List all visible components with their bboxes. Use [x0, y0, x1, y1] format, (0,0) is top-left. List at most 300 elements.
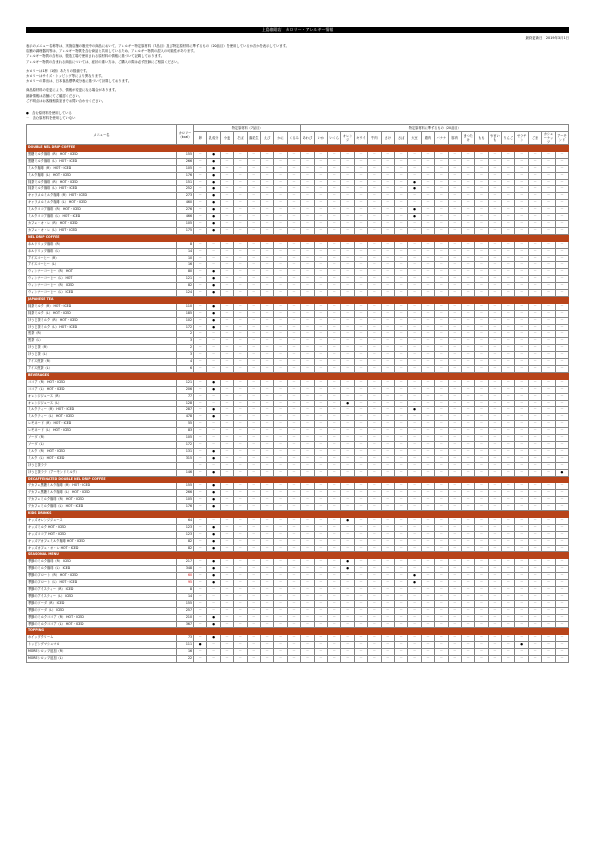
allergen-cell: ● [207, 614, 220, 621]
allergen-cell: － [341, 642, 354, 649]
kcal-value: 121 [177, 276, 194, 283]
allergen-cell: － [461, 255, 474, 262]
allergen-cell: ● [207, 179, 220, 186]
allergen-header: 卵 [194, 132, 207, 145]
allergen-cell: － [368, 379, 381, 386]
table-row [27, 290, 569, 297]
allergen-cell: － [394, 352, 407, 359]
allergen-cell: － [234, 435, 247, 442]
allergen-cell: － [194, 317, 207, 324]
allergen-cell: － [247, 220, 260, 227]
allergen-cell: － [287, 441, 300, 448]
allergen-cell: － [301, 538, 314, 545]
allergen-cell: － [435, 262, 448, 269]
allergen-cell: － [528, 310, 541, 317]
allergen-cell: － [381, 345, 394, 352]
allergen-cell: － [381, 538, 394, 545]
allergen-cell: － [301, 531, 314, 538]
kcal-value: 185 [177, 310, 194, 317]
allergen-cell: － [314, 469, 327, 476]
allergen-cell: － [247, 635, 260, 642]
allergen-cell: － [194, 393, 207, 400]
allergen-cell: － [448, 580, 461, 587]
allergen-cell: － [528, 393, 541, 400]
allergen-cell: － [274, 172, 287, 179]
allergen-cell: － [260, 635, 273, 642]
allergen-cell: － [461, 317, 474, 324]
allergen-cell: － [194, 193, 207, 200]
allergen-cell: － [314, 359, 327, 366]
allergen-cell: － [341, 580, 354, 587]
allergen-cell: － [461, 607, 474, 614]
allergen-cell: － [408, 587, 421, 594]
allergen-cell: － [341, 151, 354, 158]
allergen-cell: － [461, 303, 474, 310]
allergen-cell: － [502, 517, 515, 524]
allergen-cell: － [421, 255, 434, 262]
allergen-cell: － [260, 656, 273, 663]
allergen-cell: － [274, 379, 287, 386]
allergen-cell: － [194, 359, 207, 366]
allergen-cell: － [435, 227, 448, 234]
allergen-cell: － [368, 483, 381, 490]
table-row [27, 566, 569, 573]
menu-name: 季節のミルクココア（R） HOT・ICED [27, 614, 177, 621]
allergen-cell: － [408, 621, 421, 628]
allergen-cell: － [368, 545, 381, 552]
allergen-cell: － [528, 497, 541, 504]
allergen-cell: － [301, 483, 314, 490]
allergen-cell: － [435, 193, 448, 200]
allergen-cell: － [207, 400, 220, 407]
allergen-cell: － [301, 303, 314, 310]
allergen-cell: － [475, 262, 488, 269]
allergen-cell: － [528, 593, 541, 600]
allergen-cell: － [421, 379, 434, 386]
allergen-cell: － [475, 214, 488, 221]
allergen-cell: ● [207, 269, 220, 276]
allergen-cell: － [515, 317, 528, 324]
allergen-cell: － [528, 352, 541, 359]
section-label: BEVERAGES [27, 372, 569, 379]
allergen-cell: － [328, 428, 341, 435]
allergen-cell: － [341, 428, 354, 435]
allergen-cell: － [515, 393, 528, 400]
allergen-cell: － [475, 600, 488, 607]
allergen-cell: － [354, 186, 367, 193]
table-row [27, 359, 569, 366]
allergen-cell: － [448, 656, 461, 663]
allergen-cell: － [394, 642, 407, 649]
allergen-cell: － [274, 345, 287, 352]
allergen-cell: － [314, 207, 327, 214]
allergen-cell: － [448, 283, 461, 290]
allergen-cell: － [234, 600, 247, 607]
allergen-cell: － [314, 331, 327, 338]
allergen-cell: － [502, 614, 515, 621]
allergen-cell: － [260, 524, 273, 531]
allergen-cell: － [435, 414, 448, 421]
allergen-cell: － [354, 331, 367, 338]
allergen-cell: － [555, 386, 569, 393]
allergen-cell: － [421, 538, 434, 545]
allergen-cell: － [368, 428, 381, 435]
allergen-cell: － [421, 607, 434, 614]
allergen-cell: － [341, 414, 354, 421]
allergen-cell: － [542, 220, 555, 227]
allergen-header: ごま [528, 132, 541, 145]
allergen-cell: － [502, 393, 515, 400]
kcal-value: 55 [177, 421, 194, 428]
allergen-cell: － [461, 573, 474, 580]
allergen-cell: － [247, 517, 260, 524]
allergen-cell: － [234, 393, 247, 400]
allergen-cell: － [274, 621, 287, 628]
allergen-cell: － [394, 255, 407, 262]
allergen-cell: － [435, 283, 448, 290]
allergen-cell: － [328, 317, 341, 324]
allergen-cell: － [448, 483, 461, 490]
allergen-cell: － [247, 621, 260, 628]
allergen-cell: － [247, 559, 260, 566]
allergen-cell: － [381, 386, 394, 393]
allergen-cell: － [394, 621, 407, 628]
allergen-cell: － [287, 600, 300, 607]
allergen-cell: － [502, 158, 515, 165]
allergen-cell: － [475, 407, 488, 414]
allergen-cell: － [328, 386, 341, 393]
allergen-cell: － [502, 538, 515, 545]
allergen-cell: － [381, 462, 394, 469]
kcal-value: 82 [177, 538, 194, 545]
allergen-cell: － [542, 317, 555, 324]
table-row [27, 649, 569, 656]
kcal-value: 14 [177, 593, 194, 600]
allergen-cell: － [435, 158, 448, 165]
menu-name: ウィンナーコーヒー（R） ICED [27, 283, 177, 290]
allergen-cell: － [394, 158, 407, 165]
allergen-cell: － [287, 414, 300, 421]
menu-name: キッズオレンジジュース [27, 517, 177, 524]
allergen-cell: － [274, 600, 287, 607]
allergen-cell: － [555, 593, 569, 600]
allergen-cell: － [461, 435, 474, 442]
allergen-cell: － [354, 428, 367, 435]
table-row [27, 317, 569, 324]
allergen-cell: － [528, 642, 541, 649]
allergen-cell: － [461, 407, 474, 414]
allergen-cell: － [394, 600, 407, 607]
allergen-cell: － [354, 207, 367, 214]
allergen-cell: － [542, 283, 555, 290]
allergen-cell: － [247, 227, 260, 234]
allergen-table [26, 124, 569, 663]
allergen-cell: － [502, 248, 515, 255]
kcal-value: 2 [177, 331, 194, 338]
allergen-cell: － [502, 352, 515, 359]
allergen-cell: － [314, 276, 327, 283]
allergen-cell: － [381, 607, 394, 614]
allergen-cell: － [394, 545, 407, 552]
allergen-cell: － [488, 283, 501, 290]
allergen-cell: － [515, 151, 528, 158]
allergen-cell: － [314, 200, 327, 207]
allergen-cell: － [461, 517, 474, 524]
kcal-value: 60 [177, 573, 194, 580]
allergen-cell: － [421, 393, 434, 400]
allergen-cell: － [247, 269, 260, 276]
allergen-cell: － [488, 338, 501, 345]
allergen-header: バナナ [435, 132, 448, 145]
allergen-cell: － [247, 158, 260, 165]
allergen-cell: － [381, 317, 394, 324]
allergen-cell: － [260, 151, 273, 158]
allergen-cell: － [461, 469, 474, 476]
menu-name: ほうじ茶ラテ（アーモンドミルク） [27, 469, 177, 476]
allergen-cell: － [328, 227, 341, 234]
allergen-cell: － [194, 151, 207, 158]
allergen-cell: － [435, 248, 448, 255]
allergen-cell: － [542, 545, 555, 552]
allergen-cell: － [234, 345, 247, 352]
allergen-cell: － [461, 179, 474, 186]
allergen-cell: － [314, 607, 327, 614]
allergen-cell: － [247, 538, 260, 545]
allergen-cell: － [394, 241, 407, 248]
allergen-cell: － [408, 379, 421, 386]
allergen-cell: － [488, 151, 501, 158]
allergen-cell: － [502, 386, 515, 393]
allergen-cell: ● [207, 310, 220, 317]
allergen-cell: － [421, 151, 434, 158]
allergen-cell: － [408, 269, 421, 276]
allergen-cell: － [234, 310, 247, 317]
allergen-cell: － [515, 559, 528, 566]
allergen-cell: － [461, 441, 474, 448]
allergen-cell: － [515, 338, 528, 345]
allergen-cell: － [502, 483, 515, 490]
allergen-cell: － [528, 200, 541, 207]
allergen-cell: － [448, 414, 461, 421]
allergen-cell: － [502, 276, 515, 283]
allergen-cell: － [260, 621, 273, 628]
allergen-cell: － [408, 483, 421, 490]
kcal-value: 102 [177, 317, 194, 324]
table-row [27, 656, 569, 663]
allergen-cell: － [368, 414, 381, 421]
kcal-value: 110 [177, 303, 194, 310]
kcal-value: 2 [177, 345, 194, 352]
allergen-cell: － [461, 649, 474, 656]
allergen-cell: － [341, 441, 354, 448]
allergen-cell: － [488, 310, 501, 317]
allergen-cell: － [515, 490, 528, 497]
note-line: 店舗の調理器具等は、アレルギー物質を含む商品と共用しているため、アレルギー物質の混入の可能性があります。 [26, 49, 197, 54]
allergen-cell: － [354, 359, 367, 366]
allergen-cell: － [488, 179, 501, 186]
allergen-cell: － [301, 504, 314, 511]
kcal-value: 105 [177, 497, 194, 504]
allergen-cell: － [475, 345, 488, 352]
allergen-cell: － [194, 566, 207, 573]
allergen-cell: － [408, 324, 421, 331]
allergen-cell: － [542, 469, 555, 476]
allergen-cell: － [448, 649, 461, 656]
allergen-cell: － [542, 455, 555, 462]
allergen-cell: － [408, 400, 421, 407]
allergen-cell: － [515, 649, 528, 656]
allergen-cell: － [234, 379, 247, 386]
allergen-cell: － [435, 469, 448, 476]
allergen-cell: － [220, 276, 233, 283]
allergen-cell: － [475, 310, 488, 317]
allergen-cell: － [515, 504, 528, 511]
allergen-cell: － [207, 517, 220, 524]
allergen-cell: － [194, 352, 207, 359]
allergen-cell: － [488, 165, 501, 172]
allergen-cell: － [354, 379, 367, 386]
allergen-cell: － [328, 393, 341, 400]
allergen-cell: ● [408, 179, 421, 186]
allergen-cell: － [555, 614, 569, 621]
allergen-cell: － [194, 649, 207, 656]
allergen-cell: － [287, 338, 300, 345]
allergen-cell: － [394, 200, 407, 207]
allergen-cell: － [354, 214, 367, 221]
allergen-cell: － [515, 455, 528, 462]
allergen-cell: － [475, 290, 488, 297]
allergen-cell: － [341, 310, 354, 317]
allergen-cell: － [394, 483, 407, 490]
allergen-cell: － [220, 649, 233, 656]
allergen-cell: － [555, 566, 569, 573]
allergen-cell: － [448, 359, 461, 366]
allergen-cell: － [220, 421, 233, 428]
allergen-cell: ● [207, 317, 220, 324]
allergen-cell: － [381, 366, 394, 373]
allergen-cell: － [341, 600, 354, 607]
allergen-cell: － [354, 649, 367, 656]
allergen-cell: － [435, 151, 448, 158]
allergen-cell: － [555, 545, 569, 552]
kcal-value: 206 [177, 386, 194, 393]
table-row [27, 414, 569, 421]
allergen-cell: － [260, 220, 273, 227]
allergen-cell: － [448, 614, 461, 621]
allergen-cell: ● [207, 158, 220, 165]
allergen-cell: － [260, 421, 273, 428]
allergen-cell: － [194, 448, 207, 455]
allergen-cell: － [260, 649, 273, 656]
allergen-cell: － [220, 366, 233, 373]
allergen-cell: － [555, 214, 569, 221]
allergen-cell: － [354, 276, 367, 283]
allergen-cell: － [287, 559, 300, 566]
allergen-cell: － [287, 303, 300, 310]
allergen-cell: － [555, 352, 569, 359]
allergen-cell: － [542, 538, 555, 545]
allergen-cell: － [234, 158, 247, 165]
section-label: DOUBLE NEL DRIP COFFEE [27, 145, 569, 152]
allergen-cell: － [475, 317, 488, 324]
allergen-cell: － [408, 593, 421, 600]
allergen-cell: － [461, 366, 474, 373]
allergen-cell: － [328, 573, 341, 580]
allergen-cell: － [260, 338, 273, 345]
allergen-cell: － [207, 366, 220, 373]
allergen-cell: － [328, 538, 341, 545]
allergen-cell: － [220, 469, 233, 476]
allergen-cell: － [448, 435, 461, 442]
allergen-cell: － [301, 193, 314, 200]
allergen-cell: － [475, 559, 488, 566]
menu-name: 抹茶ミルク（L） HOT・ICED [27, 310, 177, 317]
allergen-cell: － [301, 158, 314, 165]
allergen-cell: － [368, 524, 381, 531]
allergen-cell: － [247, 366, 260, 373]
allergen-cell: － [381, 497, 394, 504]
allergen-cell: － [555, 573, 569, 580]
allergen-cell: － [475, 241, 488, 248]
allergen-cell: － [475, 593, 488, 600]
allergen-cell: － [220, 448, 233, 455]
menu-name: ミルク（R） HOT・ICED [27, 448, 177, 455]
allergen-cell: － [368, 407, 381, 414]
allergen-cell: － [194, 441, 207, 448]
table-row [27, 504, 569, 511]
allergen-cell: － [314, 649, 327, 656]
allergen-cell: － [314, 580, 327, 587]
allergen-cell: － [528, 435, 541, 442]
allergen-cell: － [488, 290, 501, 297]
allergen-cell: － [234, 462, 247, 469]
allergen-cell: － [528, 220, 541, 227]
allergen-cell: － [381, 290, 394, 297]
allergen-cell: － [368, 352, 381, 359]
allergen-cell: － [394, 324, 407, 331]
allergen-cell: － [220, 331, 233, 338]
allergen-cell: － [301, 428, 314, 435]
allergen-cell: － [435, 441, 448, 448]
allergen-cell: － [301, 317, 314, 324]
kcal-value: 80 [177, 269, 194, 276]
allergen-cell: － [260, 262, 273, 269]
allergen-cell: － [328, 324, 341, 331]
allergen-cell: － [381, 214, 394, 221]
allergen-cell: － [542, 517, 555, 524]
allergen-cell: － [274, 352, 287, 359]
allergen-cell: － [341, 179, 354, 186]
allergen-header: カシューナッツ [543, 132, 554, 144]
allergen-cell: － [341, 276, 354, 283]
allergen-cell: － [528, 262, 541, 269]
allergen-cell: ● [207, 151, 220, 158]
allergen-cell: － [555, 497, 569, 504]
allergen-cell: － [488, 441, 501, 448]
allergen-cell: － [368, 200, 381, 207]
allergen-cell: － [354, 469, 367, 476]
allergen-cell: － [488, 359, 501, 366]
allergen-cell: － [301, 179, 314, 186]
allergen-cell: － [287, 331, 300, 338]
allergen-cell: － [448, 600, 461, 607]
allergen-cell: － [260, 469, 273, 476]
allergen-cell: － [515, 524, 528, 531]
allergen-cell: － [234, 448, 247, 455]
allergen-cell: － [461, 545, 474, 552]
allergen-cell: － [368, 393, 381, 400]
allergen-cell: － [314, 193, 327, 200]
